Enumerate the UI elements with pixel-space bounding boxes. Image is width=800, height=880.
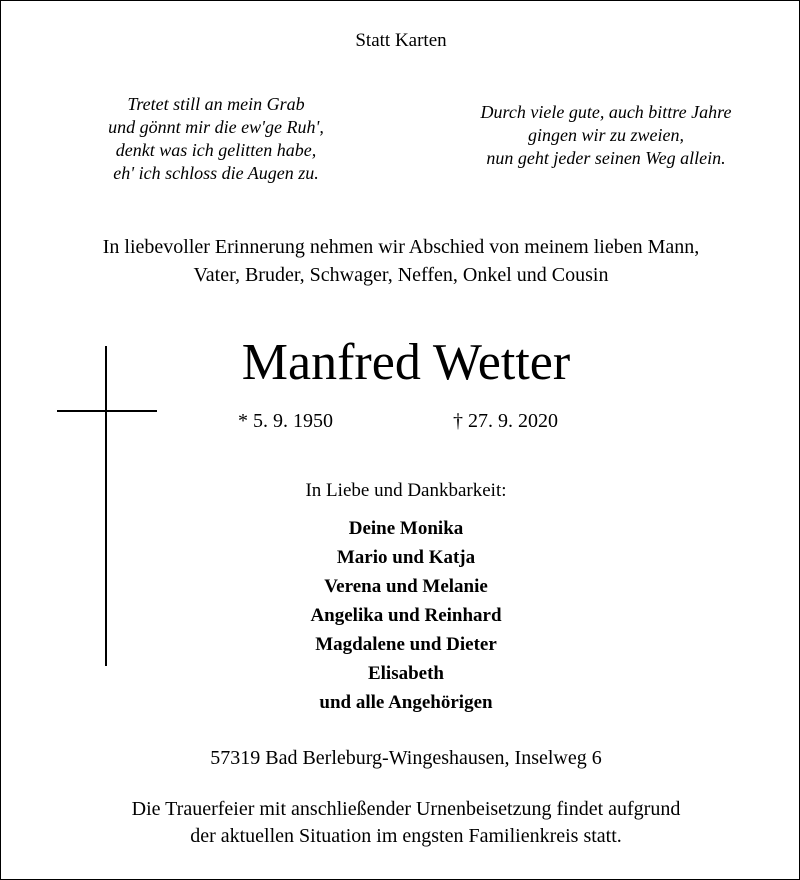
funeral-note — [1, 796, 800, 850]
family-member: Deine Monika — [348, 518, 464, 539]
family-list — [1, 514, 800, 717]
poem-left — [41, 93, 391, 185]
family-member: und alle Angehörigen — [319, 692, 493, 713]
poem-left-line: und gönnt mir die ew'ge Ruh', — [108, 117, 324, 137]
funeral-note-line: Die Trauerfeier mit anschließender Urnenbeisetzung findet aufgrund — [131, 798, 681, 820]
address: 57319 Bad Berleburg-Wingeshausen, Inselweg 6 — [210, 747, 602, 769]
poem-left-line: Tretet still an mein Grab — [127, 94, 305, 114]
intro-line: In liebevoller Erinnerung nehmen wir Abschied von meinem lieben Mann, — [102, 236, 700, 258]
deceased-name: Manfred Wetter — [241, 334, 571, 391]
family-member: Magdalene und Dieter — [315, 634, 497, 655]
poem-left-line: eh' ich schloss die Augen zu. — [113, 163, 319, 183]
poem-right — [421, 101, 791, 170]
family-member: Verena und Melanie — [324, 576, 488, 597]
family-member: Elisabeth — [367, 663, 445, 684]
poem-left-line: denkt was ich gelitten habe, — [115, 140, 317, 160]
intro-text — [1, 233, 800, 289]
intro-line: Vater, Bruder, Schwager, Neffen, Onkel und Cousin — [193, 264, 609, 286]
funeral-note-line: der aktuellen Situation im engsten Familienkreis statt. — [190, 825, 622, 847]
cross-icon-horizontal — [57, 410, 157, 412]
thanks-line: In Liebe und Dankbarkeit: — [305, 480, 507, 501]
poem-right-line: nun geht jeder seinen Weg allein. — [486, 148, 726, 168]
poem-right-line: gingen wir zu zweien, — [528, 125, 684, 145]
birth-date: * 5. 9. 1950 — [238, 410, 333, 432]
family-member: Angelika und Reinhard — [310, 605, 502, 626]
family-member: Mario und Katja — [336, 547, 476, 568]
header-statt-karten: Statt Karten — [355, 30, 447, 51]
death-date: † 27. 9. 2020 — [453, 410, 558, 432]
poem-right-line: Durch viele gute, auch bittre Jahre — [480, 102, 732, 122]
